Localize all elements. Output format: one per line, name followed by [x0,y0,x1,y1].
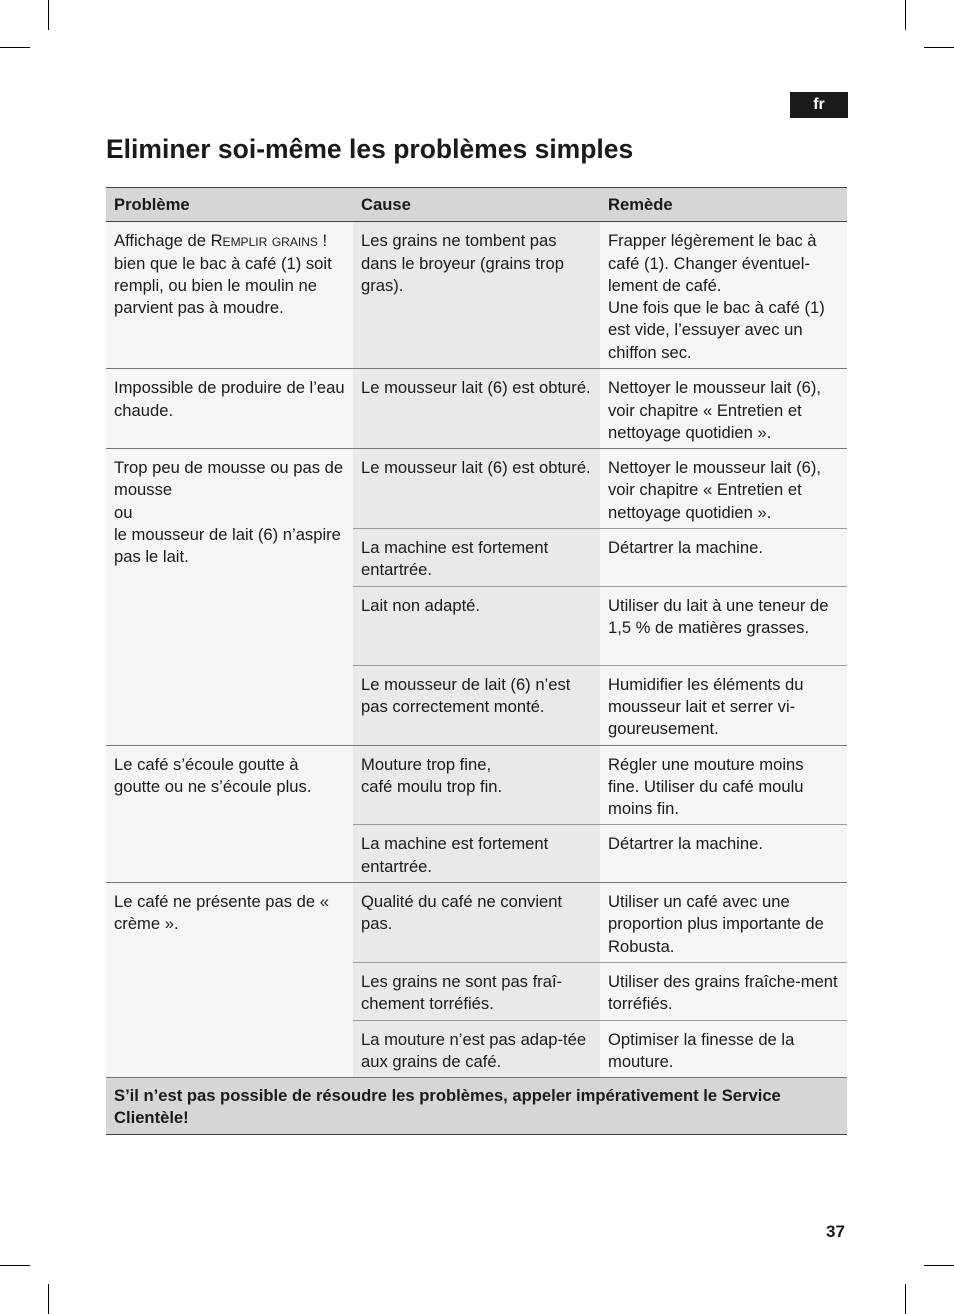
column-header-remedy: Remède [600,188,847,222]
remedy-cell: Optimiser la finesse de la mouture. [600,1020,847,1078]
problem-text: Affichage de [114,231,211,251]
problem-cell: Le café ne présente pas de « crème ». [106,883,353,1078]
crop-mark [48,0,49,30]
remedy-cell: Utiliser du lait à une teneur de 1,5 % de matières grasses. [600,586,847,665]
column-header-problem: Problème [106,188,353,222]
cause-cell: Les grains ne tombent pas dans le broyeur (grains trop gras). [353,222,600,369]
table-row [106,745,847,825]
table-row [106,222,847,369]
cause-cell: Le mousseur lait (6) est obturé. [353,449,600,529]
table-row [106,883,847,963]
cause-cell: Lait non adapté. [353,586,600,665]
cause-cell: La mouture n’est pas adap-tée aux grains de café. [353,1020,600,1078]
crop-mark [0,47,30,48]
cause-cell: La machine est fortement entartrée. [353,825,600,883]
remedy-cell: Utiliser des grains fraîche-ment torréfiés. [600,962,847,1020]
service-note: S’il n’est pas possible de résoudre les problèmes, appeler impérativement le Service Clientèle! [106,1078,847,1135]
crop-mark [924,47,954,48]
cause-cell: La machine est fortement entartrée. [353,529,600,587]
cause-cell: Le mousseur lait (6) est obturé. [353,369,600,449]
column-header-cause: Cause [353,188,600,222]
remedy-cell: Détartrer la machine. [600,825,847,883]
problem-cell: Trop peu de mousse ou pas de mousse ou le mousseur de lait (6) n’aspire pas le lait. [106,449,353,745]
remedy-cell: Nettoyer le mousseur lait (6), voir chapitre « Entretien et nettoyage quotidien ». [600,369,847,449]
cause-cell: Mouture trop fine, café moulu trop fin. [353,745,600,825]
table-row [106,369,847,449]
crop-mark [48,1284,49,1314]
remedy-cell: Détartrer la machine. [600,529,847,587]
troubleshooting-table [106,187,847,1135]
problem-text: bien que le bac à café (1) soit rempli, ou bien le moulin ne parvient pas à moudre. [114,253,332,318]
footer-row [106,1078,847,1135]
cause-cell: Les grains ne sont pas fraî-chement torréfiés. [353,962,600,1020]
page-title: Eliminer soi-même les problèmes simples [106,134,634,164]
crop-mark [924,1265,954,1266]
table-row [106,449,847,529]
remedy-cell: Régler une mouture moins fine. Utiliser du café moulu moins fin. [600,745,847,825]
language-tab: fr [790,92,848,118]
problem-cell: Le café s’écoule goutte à goutte ou ne s’écoule plus. [106,745,353,882]
page-number: 37 [826,1222,845,1241]
remedy-cell: Humidifier les éléments du mousseur lait et serrer vi-goureusement. [600,665,847,745]
display-message: Remplir grains ! [210,231,328,251]
cause-cell: Qualité du café ne convient pas. [353,883,600,963]
remedy-cell: Frapper légèrement le bac à café (1). Changer éventuel-lement de café. Une fois que le bac à café (1) est vide, l’essuyer avec un chiffon sec. [600,222,847,369]
problem-cell: Impossible de produire de l’eau chaude. [106,369,353,449]
problem-cell [106,222,353,369]
crop-mark [905,0,906,30]
cause-cell: Le mousseur de lait (6) n’est pas correctement monté. [353,665,600,745]
crop-mark [905,1284,906,1314]
remedy-cell: Nettoyer le mousseur lait (6), voir chapitre « Entretien et nettoyage quotidien ». [600,449,847,529]
crop-mark [0,1265,30,1266]
table-header-row [106,188,847,222]
remedy-cell: Utiliser un café avec une proportion plus importante de Robusta. [600,883,847,963]
